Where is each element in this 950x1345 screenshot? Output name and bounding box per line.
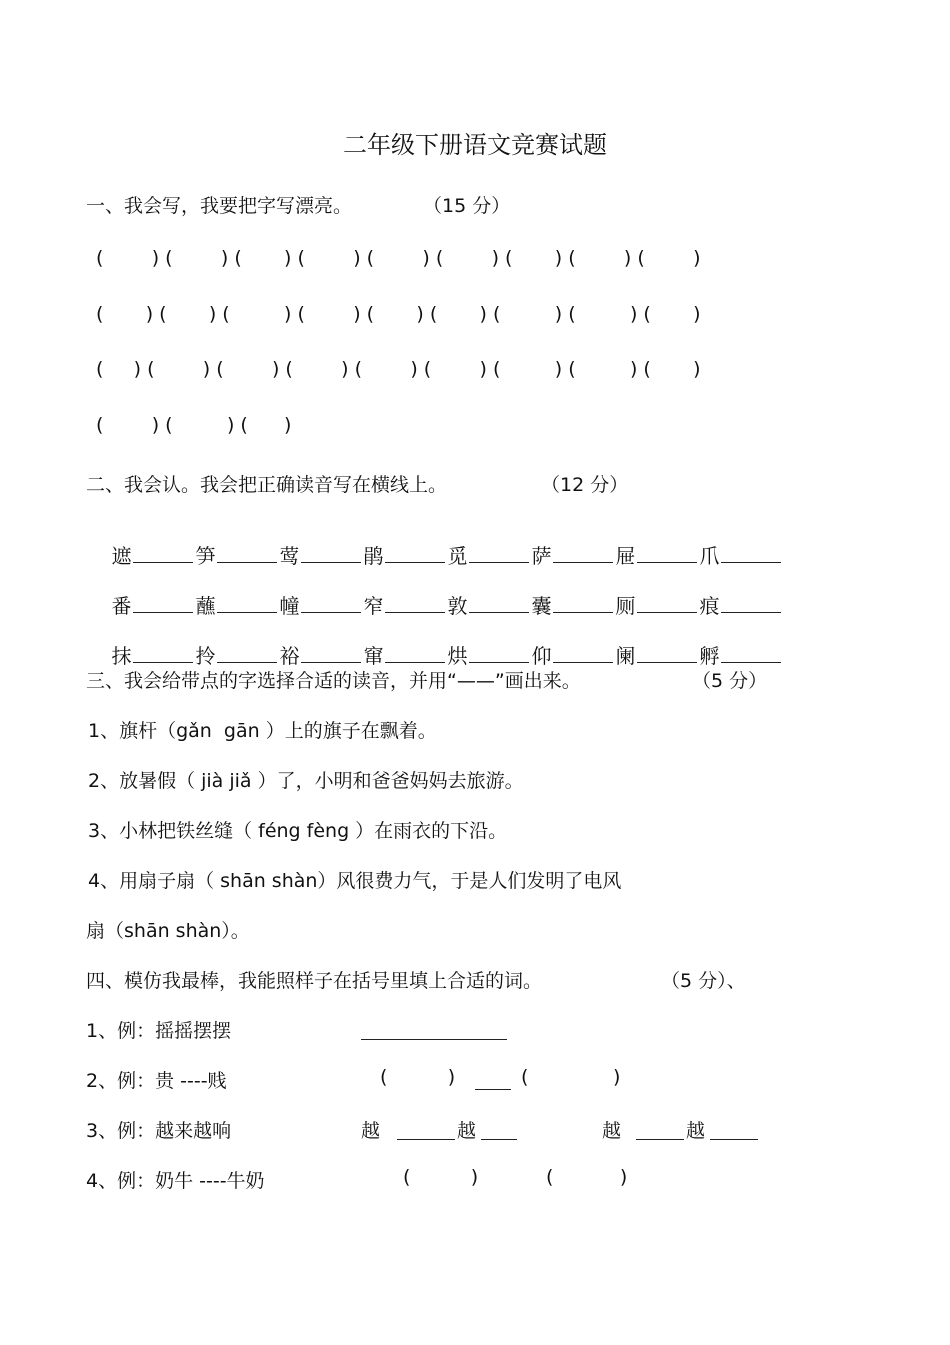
pinyin-blank[interactable]	[553, 594, 613, 613]
char-item: 窄	[363, 594, 384, 618]
pinyin-blank[interactable]	[385, 644, 445, 663]
section1-paren-row-4: ( ) ( ) ( )	[96, 414, 292, 436]
char-item: 孵	[699, 644, 720, 668]
section3-item-4: 4、用扇子扇（ shān shàn）风很费力气，于是人们发明了电风	[88, 870, 622, 892]
pinyin-blank[interactable]	[217, 644, 277, 663]
answer-paren-1[interactable]: ( )	[403, 1166, 479, 1188]
section3-item-4-cont: 扇（shān shàn）。	[86, 920, 250, 942]
pinyin-blank[interactable]	[469, 594, 529, 613]
char-item: 抹	[111, 644, 132, 668]
char-item: 觅	[447, 544, 468, 568]
section1-paren-row-1: ( ) ( ) ( ) ( ) ( ) ( ) ( ) ( ) ( )	[96, 247, 701, 269]
section3-score: （5 分）	[692, 670, 768, 692]
answer-blank[interactable]	[361, 1021, 507, 1040]
pinyin-blank[interactable]	[469, 644, 529, 663]
char-item: 窜	[363, 644, 384, 668]
char-item: 囊	[531, 594, 552, 618]
pinyin-blank[interactable]	[133, 544, 193, 563]
pinyin-blank[interactable]	[301, 644, 361, 663]
pinyin-blank[interactable]	[385, 544, 445, 563]
section1-paren-row-3: ( ) ( ) ( ) ( ) ( ) ( ) ( ) ( ) ( )	[96, 358, 701, 380]
section3-item-1: 1、旗杆（gǎn gān ）上的旗子在飘着。	[88, 720, 437, 742]
answer-paren-2[interactable]: ( )	[521, 1066, 621, 1088]
pinyin-blank[interactable]	[637, 594, 697, 613]
section4-item-2-label: 2、例：贵 ----贱	[86, 1070, 227, 1092]
char-item: 爪	[699, 544, 720, 568]
char-item: 烘	[447, 644, 468, 668]
section3-item-3: 3、小林把铁丝缝（ féng fèng ）在雨衣的下沿。	[88, 820, 508, 842]
answer-paren-1[interactable]: ( )	[380, 1066, 456, 1088]
pinyin-blank[interactable]	[469, 544, 529, 563]
answer-blank[interactable]	[710, 1121, 758, 1140]
section2-score: （12 分）	[541, 474, 629, 496]
answer-blank[interactable]	[475, 1071, 511, 1090]
char-item: 蘸	[195, 594, 216, 618]
pinyin-blank[interactable]	[217, 594, 277, 613]
char-item: 拎	[195, 644, 216, 668]
pinyin-blank[interactable]	[721, 544, 781, 563]
pinyin-blank[interactable]	[721, 644, 781, 663]
yue-char-4: 越	[686, 1120, 706, 1142]
section4-item-1-label: 1、例：摇摇摆摆	[86, 1020, 232, 1042]
yue-char-1: 越	[361, 1120, 381, 1142]
char-item: 番	[111, 594, 132, 618]
char-item: 屉	[615, 544, 636, 568]
char-item: 笋	[195, 544, 216, 568]
pinyin-blank[interactable]	[133, 594, 193, 613]
section1-score: （15 分）	[423, 195, 511, 217]
section1-heading: 一、我会写，我要把字写漂亮。	[86, 195, 353, 217]
pinyin-blank[interactable]	[553, 644, 613, 663]
answer-blank[interactable]	[481, 1121, 517, 1140]
section3-item-2: 2、放暑假（ jià jiǎ ）了，小明和爸爸妈妈去旅游。	[88, 770, 524, 792]
answer-blank[interactable]	[636, 1121, 684, 1140]
pinyin-blank[interactable]	[301, 594, 361, 613]
yue-char-2: 越	[457, 1120, 477, 1142]
pinyin-blank[interactable]	[217, 544, 277, 563]
char-item: 莺	[279, 544, 300, 568]
char-item: 厕	[615, 594, 636, 618]
section2-heading: 二、我会认。我会把正确读音写在横线上。	[86, 474, 448, 496]
pinyin-blank[interactable]	[637, 544, 697, 563]
section4-score: （5 分）、	[661, 970, 746, 992]
page-title: 二年级下册语文竞赛试题	[343, 131, 607, 159]
char-item: 阑	[615, 644, 636, 668]
yue-char-3: 越	[602, 1120, 622, 1142]
section4-item-3-label: 3、例：越来越响	[86, 1120, 232, 1142]
char-item: 痕	[699, 594, 720, 618]
pinyin-blank[interactable]	[133, 644, 193, 663]
section1-paren-row-2: ( ) ( ) ( ) ( ) ( ) ( ) ( ) ( ) ( )	[96, 303, 701, 325]
section4-heading: 四、模仿我最棒，我能照样子在括号里填上合适的词。	[86, 970, 543, 992]
pinyin-blank[interactable]	[721, 594, 781, 613]
section3-heading: 三、我会给带点的字选择合适的读音，并用“——”画出来。	[86, 670, 581, 692]
answer-blank[interactable]	[397, 1121, 455, 1140]
char-item: 幢	[279, 594, 300, 618]
answer-paren-2[interactable]: ( )	[546, 1166, 628, 1188]
char-item: 敦	[447, 594, 468, 618]
char-item: 鹃	[363, 544, 384, 568]
pinyin-blank[interactable]	[385, 594, 445, 613]
pinyin-blank[interactable]	[553, 544, 613, 563]
pinyin-blank[interactable]	[301, 544, 361, 563]
char-item: 裕	[279, 644, 300, 668]
pinyin-blank[interactable]	[637, 644, 697, 663]
section4-item-4-label: 4、例：奶牛 ----牛奶	[86, 1170, 265, 1192]
char-item: 萨	[531, 544, 552, 568]
char-item: 遮	[111, 544, 132, 568]
char-item: 仰	[531, 644, 552, 668]
